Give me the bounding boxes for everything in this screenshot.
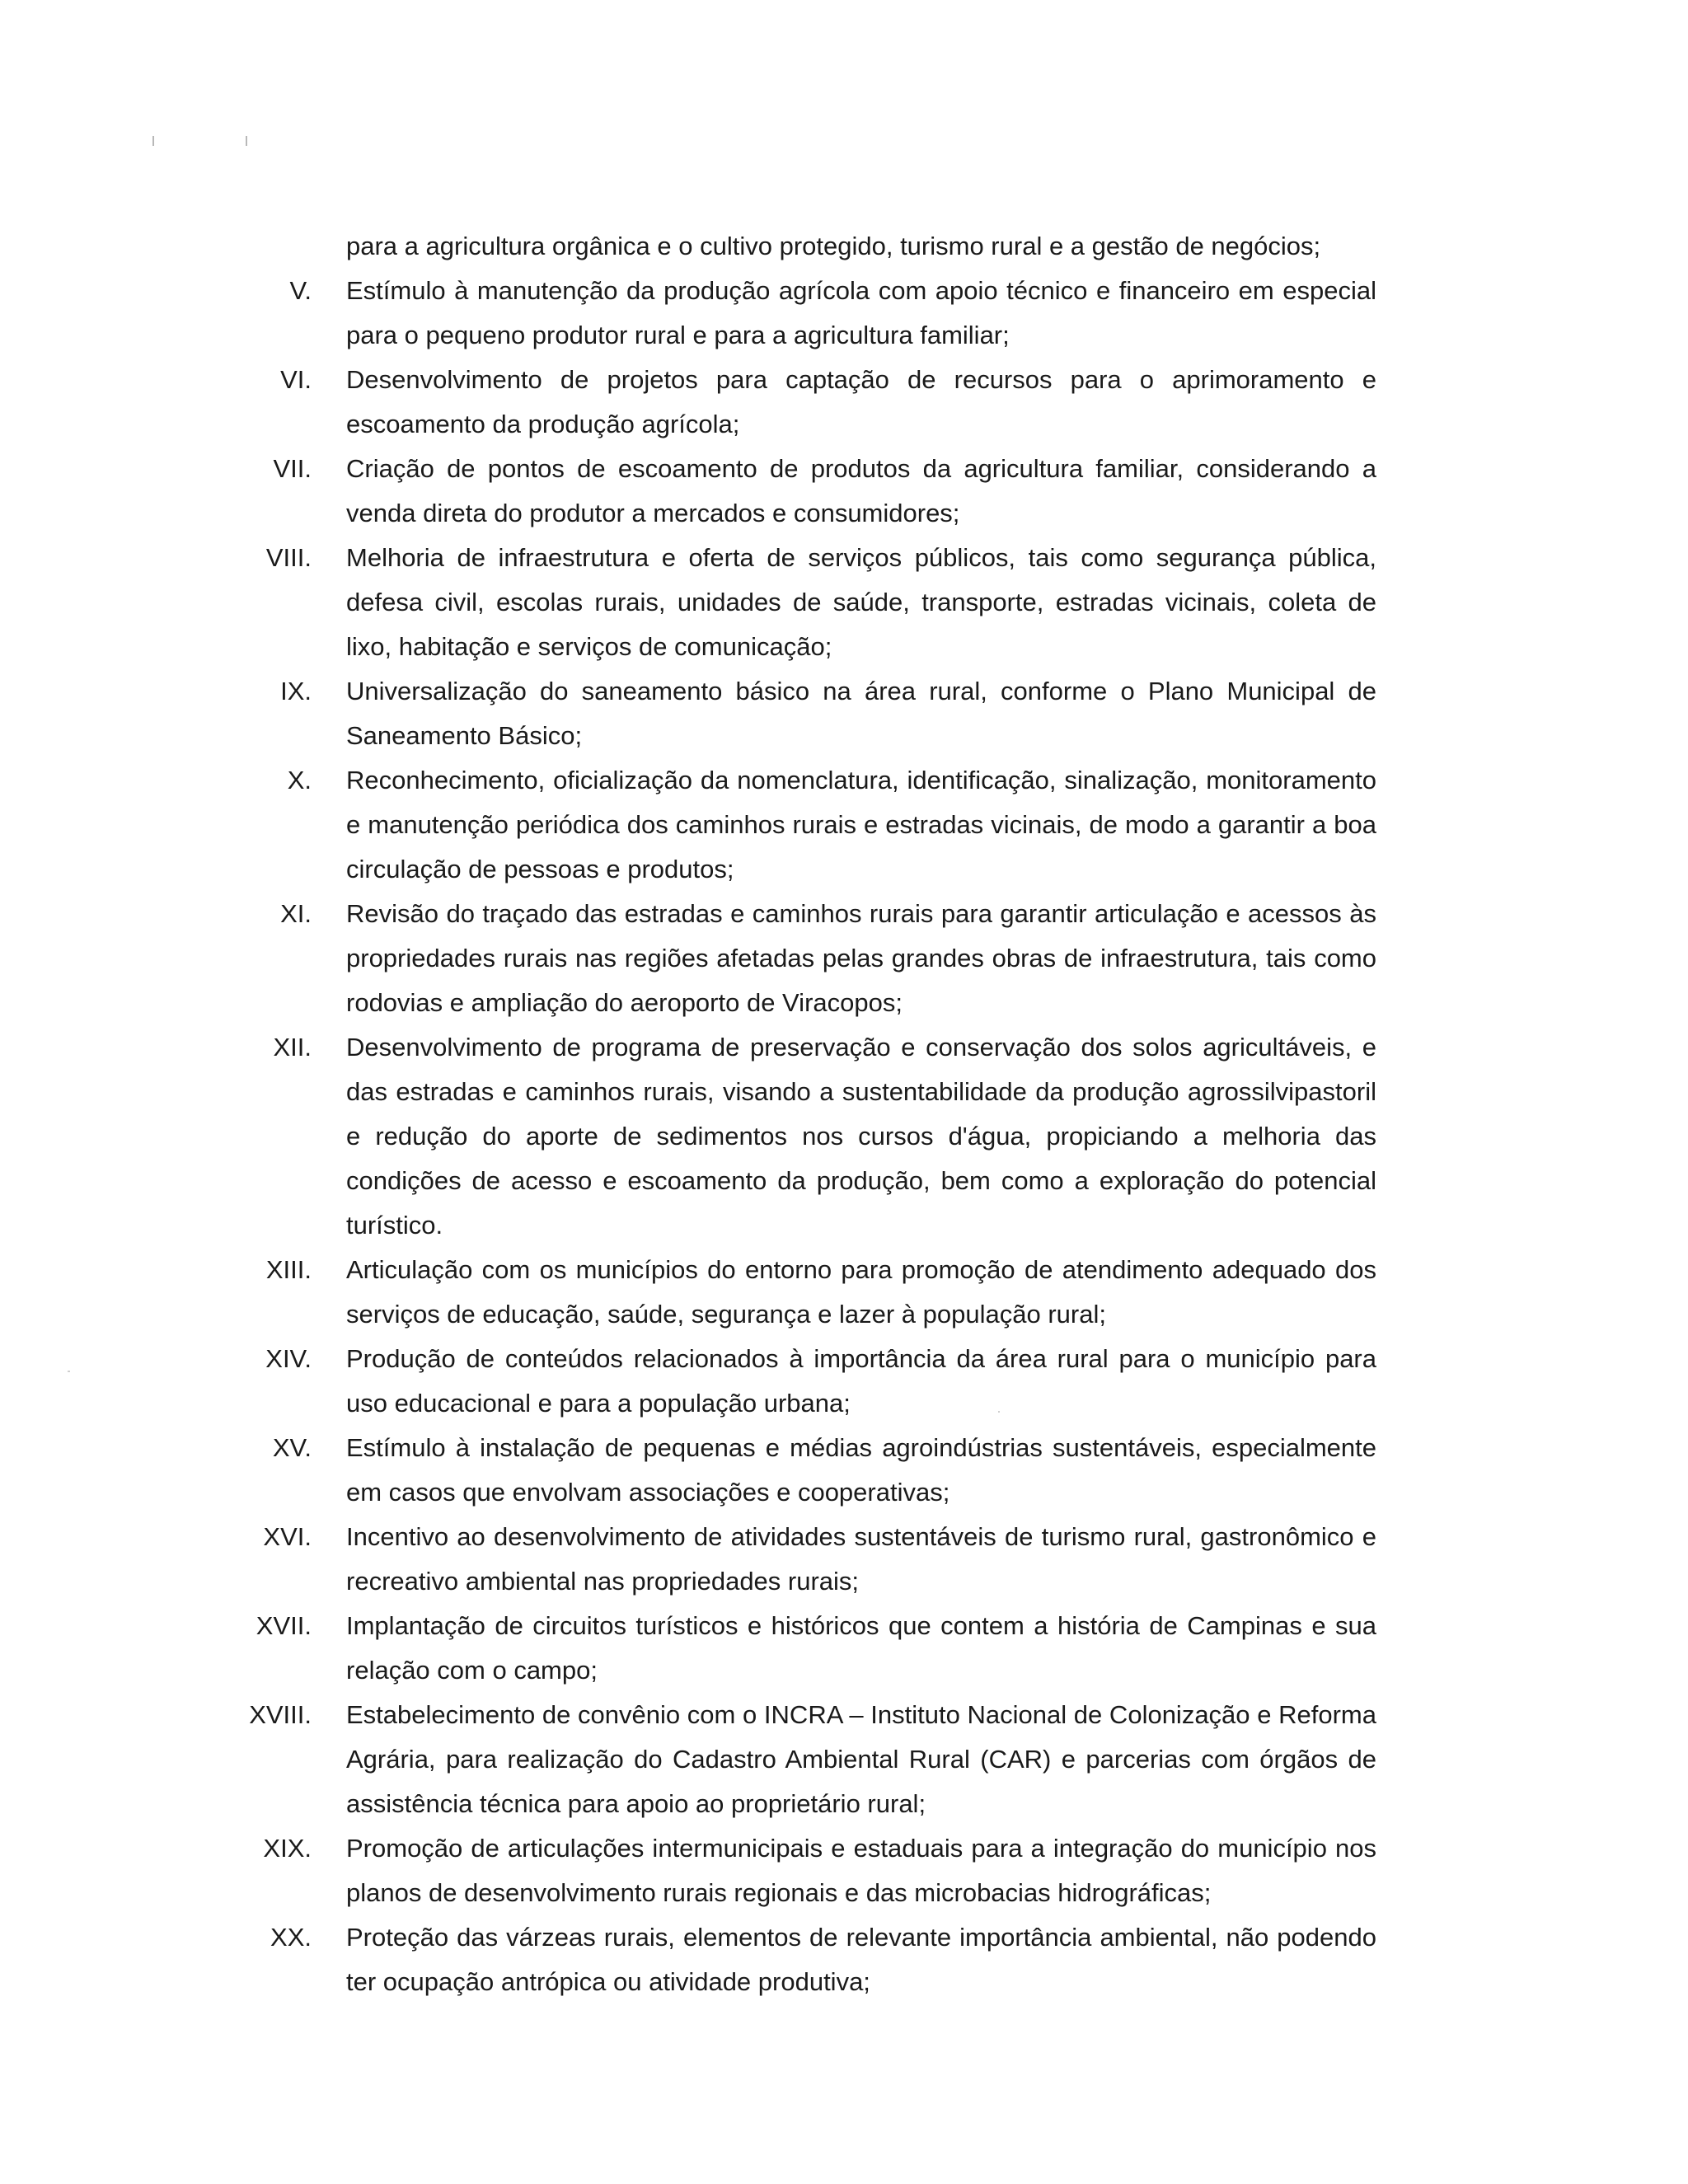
list-item-xi (0, 892, 1688, 1025)
item-text: Proteção das várzeas rurais, elementos de relevante importância ambiental, não podendo ter ocupação antrópica ou atividade produtiva; (346, 1923, 1376, 1996)
list-item-viii (0, 536, 1688, 669)
list-item-xiv (0, 1337, 1688, 1426)
item-text: Universalização do saneamento básico na área rural, conforme o Plano Municipal de Saneamento Básico; (346, 677, 1376, 750)
item-numeral: VII. (273, 454, 312, 483)
numbered-list (0, 269, 1688, 2004)
item-numeral: XIV. (265, 1344, 312, 1373)
item-text: Criação de pontos de escoamento de produtos da agricultura familiar, considerando a venda direta do produtor a mercados e consumidores; (346, 454, 1376, 527)
item-text: Implantação de circuitos turísticos e históricos que contem a história de Campinas e sua relação com o campo; (346, 1611, 1376, 1685)
list-item-ix (0, 669, 1688, 758)
item-text: Articulação com os municípios do entorno para promoção de atendimento adequado dos serviços de educação, saúde, segurança e lazer à população rural; (346, 1255, 1376, 1329)
item-text: Estabelecimento de convênio com o INCRA – Instituto Nacional de Colonização e Reforma Agrária, para realização do Cadastro Ambiental Rural (CAR) e parcerias com órgãos de assistência técnica para apoio ao proprietário rural; (346, 1700, 1376, 1818)
item-text: Promoção de articulações intermunicipais e estaduais para a integração do município nos planos de desenvolvimento rurais regionais e das microbacias hidrográficas; (346, 1834, 1376, 1907)
item-numeral: XV. (272, 1433, 312, 1462)
item-numeral: XVIII. (249, 1700, 312, 1729)
item-numeral: IX. (280, 677, 312, 705)
list-item-vii (0, 447, 1688, 536)
list-item-v (0, 269, 1688, 358)
list-item-xii (0, 1025, 1688, 1248)
item-text: Melhoria de infraestrutura e oferta de serviços públicos, tais como segurança pública, defesa civil, escolas rurais, unidades de saúde, transporte, estradas vicinais, coleta de lixo, habitação e serviços de comunicação; (346, 543, 1376, 661)
item-numeral: V. (289, 276, 312, 305)
document-page (0, 224, 1688, 2004)
item-text: Reconhecimento, oficialização da nomenclatura, identificação, sinalização, monitoramento e manutenção periódica dos caminhos rurais e estradas vicinais, de modo a garantir a boa circulação de pessoas e produtos; (346, 766, 1376, 883)
list-item-xvi (0, 1515, 1688, 1604)
item-text: Estímulo à manutenção da produção agrícola com apoio técnico e financeiro em especial para o pequeno produtor rural e para a agricultura familiar; (346, 276, 1376, 349)
list-item-xviii (0, 1693, 1688, 1826)
item-numeral: XVI. (263, 1522, 312, 1551)
item-text: Produção de conteúdos relacionados à importância da área rural para o município para uso educacional e para a população urbana; (346, 1344, 1376, 1418)
item-numeral: XVII. (256, 1611, 312, 1640)
list-item-x (0, 758, 1688, 892)
item-numeral: XX. (270, 1923, 312, 1952)
list-item-xv (0, 1426, 1688, 1515)
item-numeral: X. (287, 766, 312, 794)
scan-artifact-mark (246, 136, 247, 146)
item-numeral: VIII. (265, 543, 312, 572)
list-item-xvii (0, 1604, 1688, 1693)
item-text: Incentivo ao desenvolvimento de atividades sustentáveis de turismo rural, gastronômico e recreativo ambiental nas propriedades rurais; (346, 1522, 1376, 1596)
list-item-xix (0, 1826, 1688, 1915)
list-item-vi (0, 358, 1688, 447)
list-item-xiii (0, 1248, 1688, 1337)
scan-artifact-mark (152, 136, 154, 146)
item-numeral: XIII. (265, 1255, 312, 1284)
item-numeral: XIX. (263, 1834, 312, 1863)
item-numeral: VI. (280, 365, 312, 394)
item-text: Estímulo à instalação de pequenas e médias agroindústrias sustentáveis, especialmente em casos que envolvam associações e cooperativas; (346, 1433, 1376, 1507)
item-text: Revisão do traçado das estradas e caminhos rurais para garantir articulação e acessos às propriedades rurais nas regiões afetadas pelas grandes obras de infraestrutura, tais como rodovias e ampliação do aeroporto de Viracopos; (346, 899, 1376, 1017)
list-item-xx (0, 1915, 1688, 2004)
item-text: Desenvolvimento de programa de preservação e conservação dos solos agricultáveis, e das estradas e caminhos rurais, visando a sustentabilidade da produção agrossilvipastoril e redução do aporte de sedimentos nos cursos d'água, propiciando a melhoria das condições de acesso e escoamento da produção, bem como a exploração do potencial turístico. (346, 1033, 1376, 1240)
item-text: Desenvolvimento de projetos para captação de recursos para o aprimoramento e escoamento da produção agrícola; (346, 365, 1376, 438)
item-numeral: XI. (280, 899, 312, 928)
continuation-paragraph: para a agricultura orgânica e o cultivo protegido, turismo rural e a gestão de negócios; (346, 232, 1321, 260)
item-numeral: XII. (273, 1033, 312, 1062)
